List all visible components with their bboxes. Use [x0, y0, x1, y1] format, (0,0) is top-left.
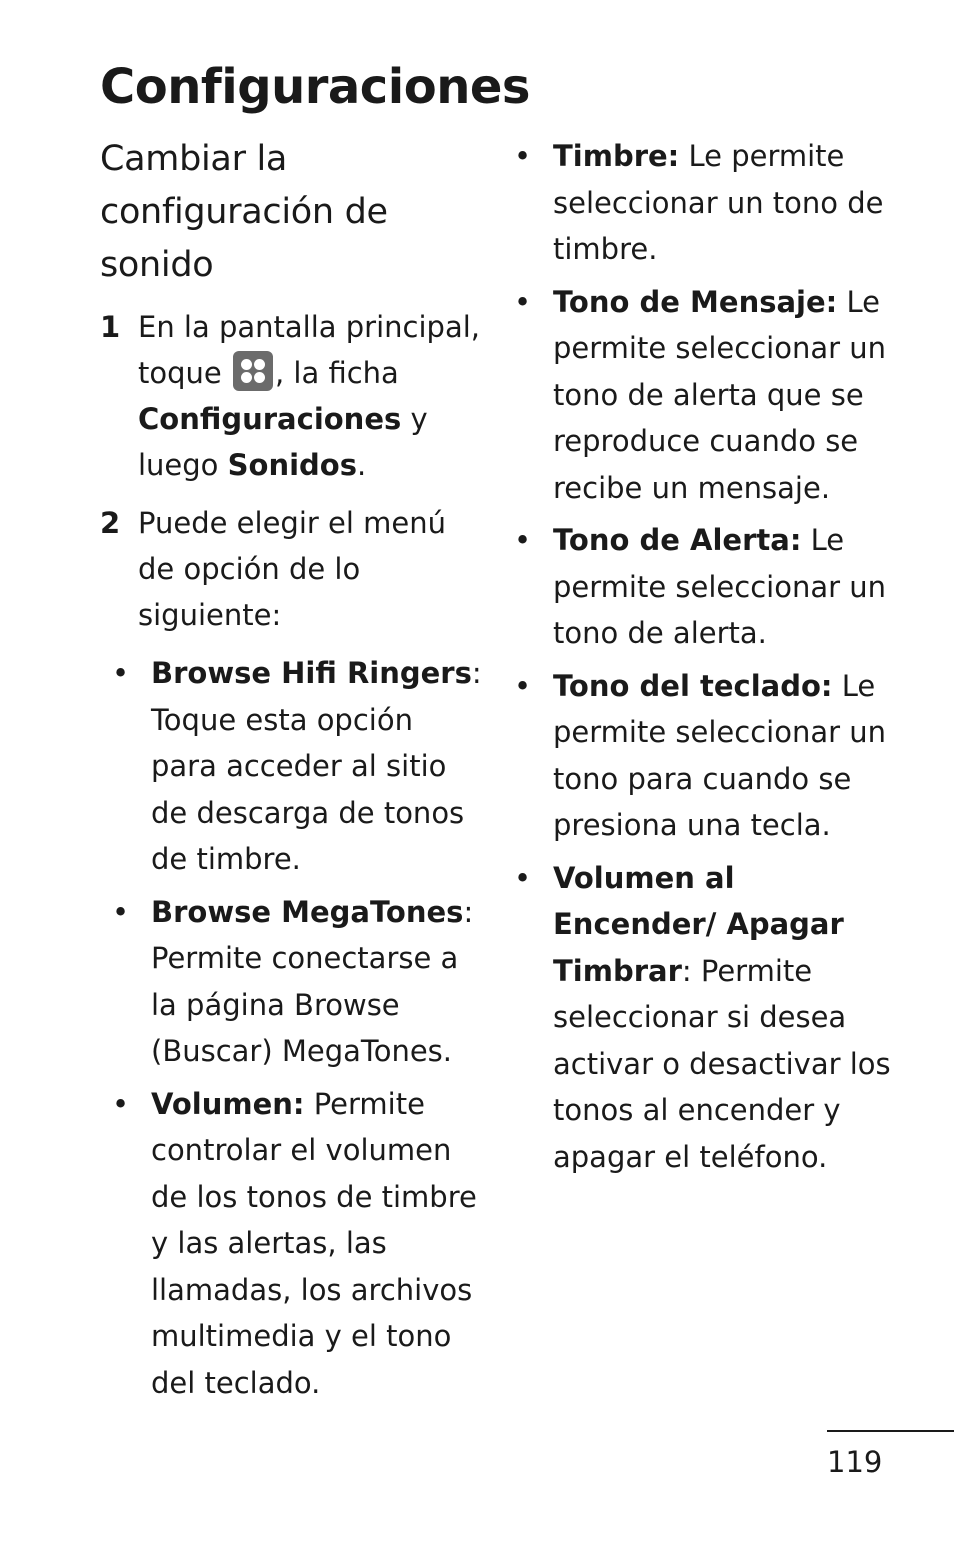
bullet-text	[151, 889, 485, 1075]
bullet-text	[151, 1081, 485, 1407]
page-title: Configuraciones	[100, 59, 530, 115]
footer-divider	[827, 1430, 954, 1432]
bullet-text	[553, 855, 894, 1181]
bullet-text	[151, 650, 485, 883]
bullet-term: Tono del teclado:	[553, 668, 833, 703]
step-2	[100, 500, 485, 638]
bullet-dot: •	[514, 668, 532, 703]
list-item	[514, 855, 894, 1181]
bullet-text	[553, 517, 894, 657]
bullet-term: Browse MegaTones	[151, 894, 464, 929]
bullet-dot: •	[514, 523, 532, 557]
bullet-dot: •	[112, 1086, 130, 1121]
step-text	[138, 304, 485, 488]
bullet-dot: •	[514, 860, 532, 895]
step-text-part: y luego	[138, 402, 428, 482]
app-grid-icon	[233, 351, 273, 391]
step-1	[100, 304, 485, 488]
list-item	[514, 279, 894, 512]
bullet-desc: Le permite seleccionar un tono de timbre.	[553, 139, 884, 266]
left-column	[100, 133, 485, 1412]
list-item	[112, 889, 485, 1075]
step-text: Puede elegir el menú de opción de lo siguiente:	[138, 506, 446, 632]
step-number: 1	[100, 310, 121, 344]
bullet-term: Tono de Alerta:	[553, 523, 802, 557]
list-item	[514, 517, 894, 657]
section-title: Cambiar la configuración de sonido	[100, 139, 388, 285]
bullet-desc: Le permite seleccionar un tono de alerta que se reproduce cuando se recibe un mensaje.	[553, 284, 886, 505]
bullet-desc: : Toque esta opción para acceder al sitio de descarga de tonos de timbre.	[151, 656, 482, 876]
list-item	[514, 133, 894, 273]
bullet-dot: •	[514, 139, 532, 173]
bullet-desc: : Permite conectarse a la página Browse (Buscar) MegaTones.	[151, 894, 474, 1068]
bullet-text	[553, 279, 894, 512]
bullet-term: Tono de Mensaje:	[553, 284, 838, 319]
list-item	[112, 650, 485, 883]
step-bold-term: Sonidos	[227, 448, 357, 482]
step-text-part: , la ficha	[274, 356, 399, 390]
bullet-term: Volumen al Encender/ Apagar Timbrar	[553, 860, 844, 988]
bullet-text	[553, 133, 894, 273]
step-text-part: .	[357, 448, 367, 482]
left-bullet-list	[100, 650, 485, 1406]
bullet-term: Browse Hifi Ringers	[151, 656, 472, 690]
list-item	[514, 663, 894, 849]
bullet-desc: Permite controlar el volumen de los tonos de timbre y las alertas, las llamadas, los archivos multimedia y el tono del teclado.	[151, 1086, 477, 1400]
right-bullet-list	[514, 133, 894, 1180]
right-column	[514, 133, 894, 1186]
bullet-dot: •	[112, 656, 130, 690]
step-text-part: En la pantalla principal, toque	[138, 310, 480, 390]
step-bold-term: Configuraciones	[138, 402, 402, 436]
bullet-desc: Le permite seleccionar un tono de alerta.	[553, 523, 886, 650]
bullet-term: Volumen:	[151, 1086, 305, 1121]
bullet-dot: •	[112, 894, 130, 929]
bullet-dot: •	[514, 284, 532, 319]
page-number: 119	[827, 1445, 883, 1479]
bullet-term: Timbre:	[553, 139, 680, 173]
bullet-desc: Le permite seleccionar un tono para cuando se presiona una tecla.	[553, 668, 886, 842]
list-item	[112, 1081, 485, 1407]
bullet-text	[553, 663, 894, 849]
step-number: 2	[100, 506, 121, 540]
bullet-desc: : Permite seleccionar si desea activar o desactivar los tonos al encender y apagar el teléfono.	[553, 953, 891, 1174]
